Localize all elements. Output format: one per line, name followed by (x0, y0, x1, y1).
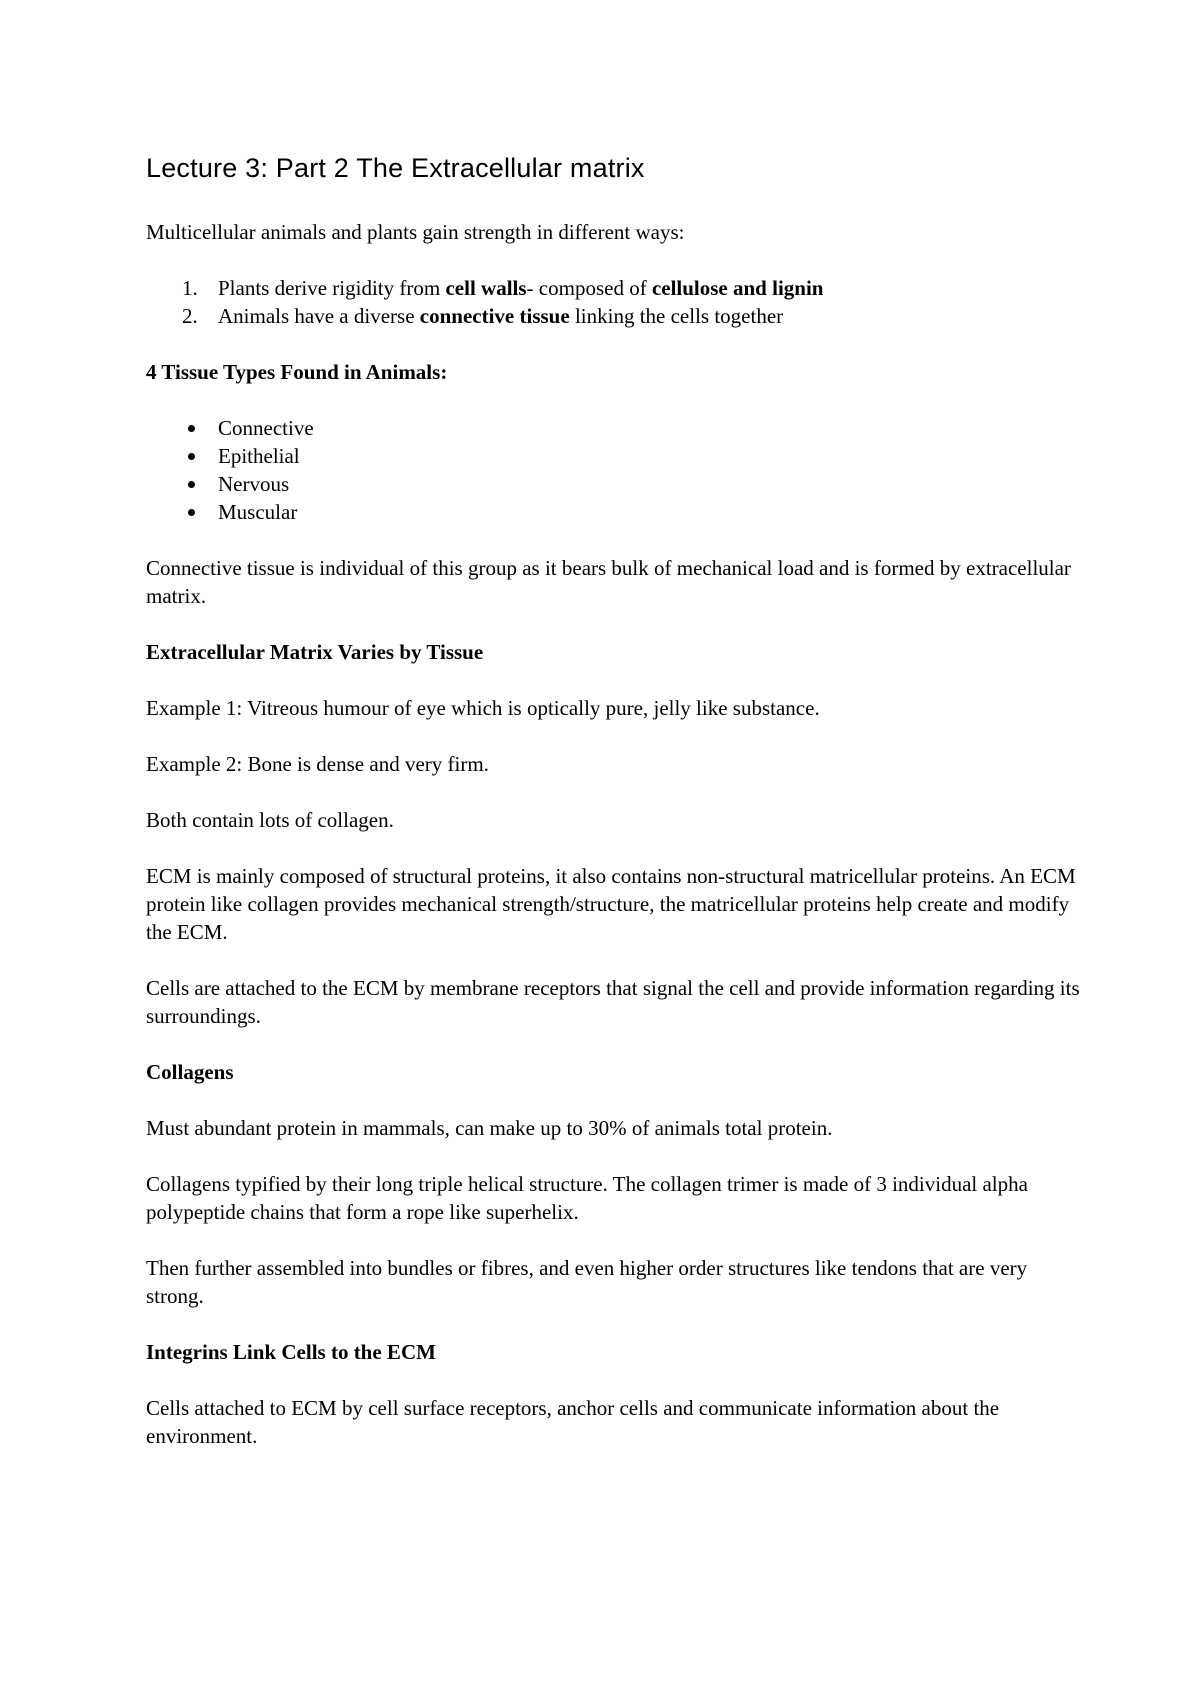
section-heading-tissue-types: 4 Tissue Types Found in Animals: (146, 360, 448, 384)
bullet-icon (188, 509, 195, 516)
bullet-text: Connective (218, 416, 314, 440)
integrins-paragraph: Cells attached to ECM by cell surface receptors, anchor cells and communicate information about the environment. (146, 1396, 1000, 1448)
list-text: Plants derive rigidity from (218, 276, 446, 300)
list-text: linking the cells together (569, 304, 784, 328)
numbered-list (146, 274, 1086, 330)
ecm-composition-paragraph: ECM is mainly composed of structural proteins, it also contains non-structural matricellular proteins. An ECM protein like collagen provides mechanical strength/structure, the matricellular proteins help create and modify the ECM. (146, 864, 1076, 944)
bullet-list (146, 414, 1086, 526)
numbered-list-item (146, 274, 1086, 302)
list-text-bold: cellulose and lignin (651, 276, 824, 300)
intro-paragraph: Multicellular animals and plants gain strength in different ways: (146, 220, 685, 244)
bullet-icon (188, 453, 195, 460)
section-heading-ecm: Extracellular Matrix Varies by Tissue (146, 640, 484, 664)
list-number: 1. (182, 276, 198, 300)
page-title: Lecture 3: Part 2 The Extracellular matrix (146, 153, 645, 183)
collagen-structure-paragraph: Collagens typified by their long triple helical structure. The collagen trimer is made of 3 individual alpha polypeptide chains that form a rope like superhelix. (146, 1172, 1028, 1224)
list-text-bold: connective tissue (419, 304, 570, 328)
list-number: 2. (182, 304, 198, 328)
bullet-icon (188, 481, 195, 488)
collagen-note-paragraph: Both contain lots of collagen. (146, 808, 394, 832)
list-text-bold: cell walls (445, 276, 527, 300)
bullet-list-item (146, 470, 1086, 498)
list-text: - composed of (526, 276, 652, 300)
section-heading-integrins: Integrins Link Cells to the ECM (146, 1340, 436, 1364)
section-heading-collagens: Collagens (146, 1060, 234, 1084)
bullet-list-item (146, 414, 1086, 442)
numbered-list-item (146, 302, 1086, 330)
collagen-abundance-paragraph: Must abundant protein in mammals, can make up to 30% of animals total protein. (146, 1116, 833, 1140)
example-1-paragraph: Example 1: Vitreous humour of eye which is optically pure, jelly like substance. (146, 696, 820, 720)
connective-tissue-paragraph: Connective tissue is individual of this group as it bears bulk of mechanical load and is formed by extracellular matrix. (146, 556, 1071, 608)
bullet-list-item (146, 442, 1086, 470)
collagen-assembly-paragraph: Then further assembled into bundles or fibres, and even higher order structures like tendons that are very strong. (146, 1256, 1028, 1308)
bullet-list-item (146, 498, 1086, 526)
cell-attachment-paragraph: Cells are attached to the ECM by membrane receptors that signal the cell and provide information regarding its surroundings. (146, 976, 1080, 1028)
example-2-paragraph: Example 2: Bone is dense and very firm. (146, 752, 489, 776)
list-text: Animals have a diverse (218, 304, 420, 328)
bullet-text: Epithelial (218, 444, 300, 468)
bullet-text: Muscular (218, 500, 298, 524)
bullet-icon (188, 425, 195, 432)
document-body (146, 148, 1086, 1478)
bullet-text: Nervous (218, 472, 290, 496)
